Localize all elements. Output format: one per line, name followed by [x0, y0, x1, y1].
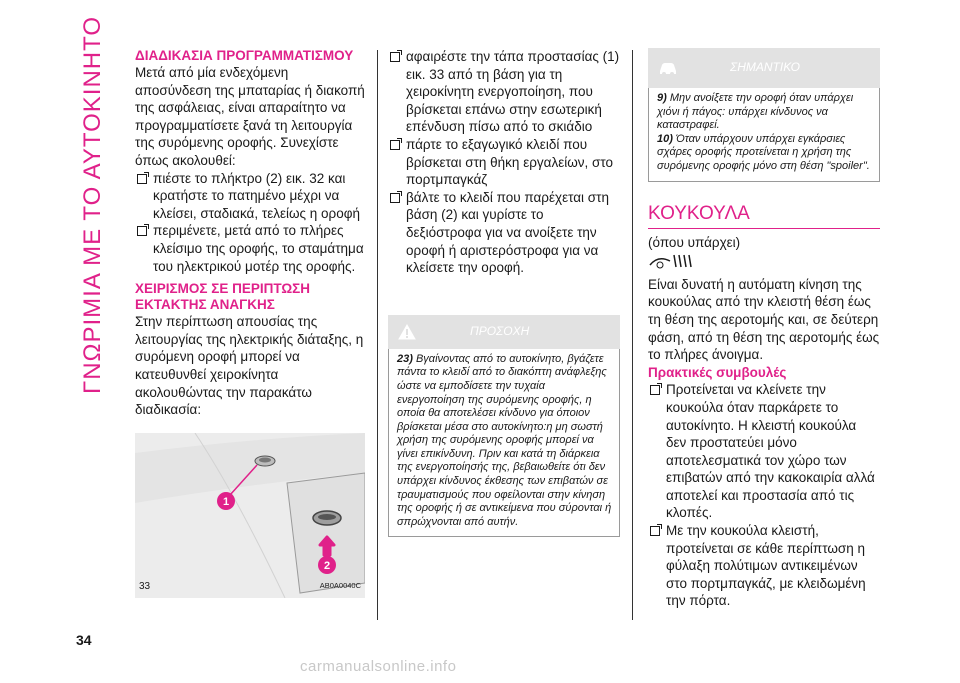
important-body: 9) Μην ανοίξετε την οροφή όταν υπάρχει χιόνι ή πάγος: υπάρχει κίνδυνος να καταστραφεί. 10) Όταν υπάρχουν υπάρχει εγκάρσιες σχάρες οροφής προτείνεται η χρήση της συρόμενης οροφής μόνο στη θέση "spoiler". — [648, 88, 880, 182]
important-header — [648, 48, 880, 88]
warning-title: ΠΡΟΣΟΧΗ — [470, 323, 530, 338]
bullet-item: Με την κουκούλα κλειστή, προτείνεται σε κάθε περίπτωση η φύλαξη πολύτιμων αντικειμένων στο πορτμπαγκάζ, με κλειδωμένη την πόρτα. — [648, 522, 880, 610]
checkbox-bullet-icon — [137, 226, 147, 236]
checkbox-bullet-icon — [137, 174, 147, 184]
important-title: ΣΗΜΑΝΤΙΚΟ — [730, 60, 800, 75]
column-divider — [632, 50, 633, 620]
bullet-item: περιμένετε, μετά από το πλήρες κλείσιμο της οροφής, το σταμάτημα του ηλεκτρικού μοτέρ της οροφής. — [135, 222, 365, 275]
subheading-practical-tips: Πρακτικές συμβουλές — [648, 364, 787, 380]
car-icon — [658, 59, 678, 77]
footer-watermark: carmanualsonline.info — [300, 658, 457, 675]
side-section-title: ΓΝΩΡΙΜΙΑ ΜΕ ΤΟ ΑΥΤΟΚΙΝΗΤΟ — [79, 15, 107, 395]
warning-box — [388, 315, 620, 538]
paragraph: Μετά από μία ενδεχόμενη αποσύνδεση της μπαταρίας ή διακοπή της ασφάλειας, είναι απαραίτητο να προγραμματίσετε ξανά τη λειτουργία της συρόμενης οροφής. Συνεχίστε όπως ακολουθεί: — [135, 65, 365, 168]
figure-code: AB0A0040C — [319, 581, 361, 591]
bullet-item: αφαιρέστε την τάπα προστασίας (1) εικ. 33 από τη βάση για τη χειροκίνητη ενεργοποίηση, που βρίσκεται επάνω στην εσωτερική επένδυση πίσω από το σκιάδιο — [388, 48, 620, 136]
checkbox-bullet-icon — [390, 140, 400, 150]
figure-number: 33 — [139, 581, 151, 593]
svg-text:1: 1 — [222, 495, 230, 508]
bullet-item: πάρτε το εξαγωγικό κλειδί που βρίσκεται στη θήκη εργαλείων, στο πορτμπαγκάζ — [388, 136, 620, 189]
svg-text:2: 2 — [323, 559, 331, 572]
bullet-item: πιέστε το πλήκτρο (2) εικ. 32 και κρατήστε το πατημένο μέχρι να κλείσει, σταδιακά, τελείως η οροφή — [135, 170, 365, 223]
important-box — [648, 48, 880, 182]
warning-body: 23) Βγαίνοντας από το αυτοκίνητο, βγάζετε πάντα το κλειδί από το διακόπτη ανάφλεξης ώστε να εμποδίσετε την τυχαία ενεργοποίηση της συρόμενης οροφής, η οποία θα αποτελέσει κίνδυνο για όποιον βρίσκεται μέσα στο αυτοκίνητο:η μη σωστή χρήση της συρόμενης οροφής μπορεί να γίνει επικίνδυνη. Πριν και κατά τη διάρκεια της ενεργοποίησής της, βεβαιωθείτε ότι δεν υπάρχει κίνδυνος έκθεσης των επιβατών σε τραυματισμούς που οφείλονται στην κίνηση της οροφής ή σε αντικείμενα που σύρονται ή σπρώχνονται από αυτήν. — [388, 349, 620, 538]
sunroof-manual-crank-illustration — [135, 433, 365, 598]
optional-equipment-icon — [648, 251, 694, 271]
checkbox-bullet-icon — [650, 385, 660, 395]
section-heading-hood: ΚΟΥΚΟΥΛΑ — [648, 202, 880, 229]
bullet-item: Προτείνεται να κλείνετε την κουκούλα όταν παρκάρετε το αυτοκίνητο. Η κλειστή κουκούλα δεν προστατεύει μόνο αποτελεσματικά τον χώρο των επιβατών από την κακοκαιρία αλλά αποτελεί και προστασία από τις κλοπές. — [648, 381, 880, 522]
column-2 — [388, 48, 620, 537]
paragraph: Στην περίπτωση απουσίας της λειτουργίας της ηλεκτρικής διάταξης, η συρόμενη οροφή μπορεί να κατευθυνθεί χειροκίνητα ακολουθώντας την παρακάτω διαδικασία: — [135, 314, 364, 418]
paragraph: Είναι δυνατή η αυτόματη κίνηση της κουκούλας από την κλειστή θέση έως τη θέση της αεροτομής και, σε δεύτερη φάση, από τη θέση της αεροτομής έως το πλήρες άνοιγμα. — [648, 276, 880, 363]
checkbox-bullet-icon — [390, 193, 400, 203]
figure-33 — [135, 433, 365, 598]
checkbox-bullet-icon — [650, 526, 660, 536]
bullet-item: βάλτε το κλειδί που παρέχεται στη βάση (2) και γυρίστε το δεξιόστροφα για να ανοίξετε την οροφή ή αριστερόστροφα για να κλείσετε την οροφή. — [388, 189, 620, 277]
section-heading-emergency: ΧΕΙΡΙΣΜΟΣ ΣΕ ΠΕΡΙΠΤΩΣΗ ΕΚΤΑΚΤΗΣ ΑΝΑΓΚΗΣ — [135, 281, 311, 313]
checkbox-bullet-icon — [390, 52, 400, 62]
column-1 — [135, 48, 365, 598]
warning-triangle-icon — [398, 324, 416, 340]
availability-note: (όπου υπάρχει) — [648, 234, 741, 250]
column-divider — [377, 50, 378, 620]
column-3 — [648, 48, 880, 610]
page-number: 34 — [76, 632, 92, 648]
section-heading-programming: ΔΙΑΔΙΚΑΣΙΑ ΠΡΟΓΡΑΜΜΑΤΙΣΜΟΥ — [135, 48, 354, 63]
warning-header — [388, 315, 620, 349]
